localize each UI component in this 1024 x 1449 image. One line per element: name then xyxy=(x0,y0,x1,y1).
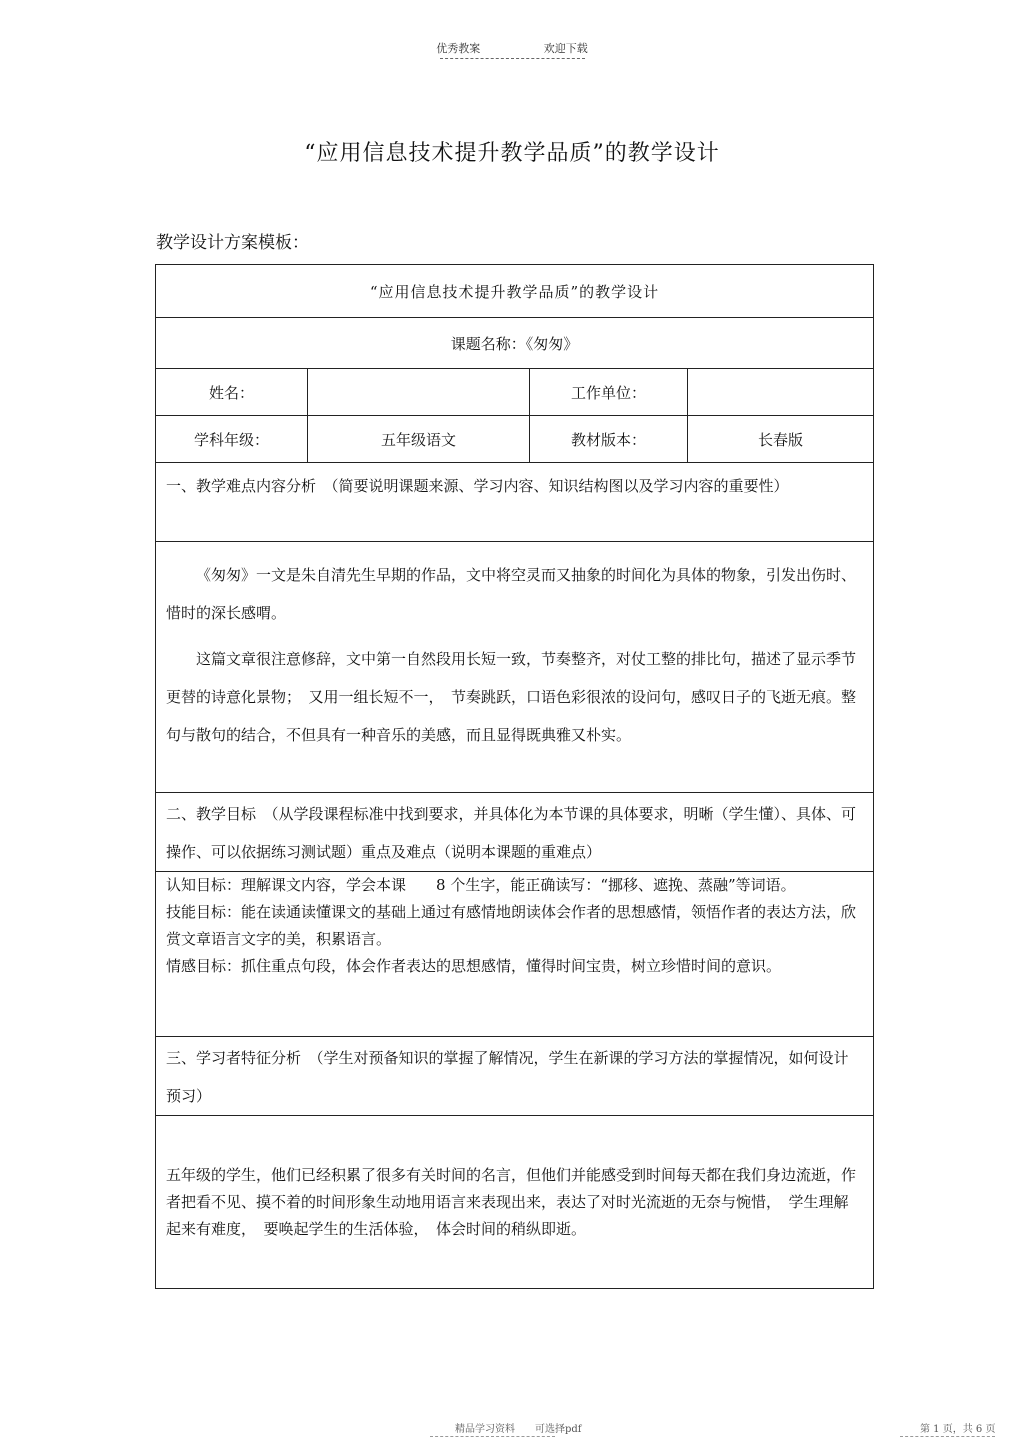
section1-paragraph-1: 《匆匆》一文是朱自清先生早期的作品，文中将空灵而又抽象的时间化为具体的物象，引发出伤时、惜时的深长感喟。 xyxy=(166,566,857,622)
template-subtitle: 教学设计方案模板： xyxy=(156,233,309,253)
goal-emotion: 情感目标：抓住重点句段，体会作者表达的思想感情，懂得时间宝贵，树立珍惜时间的意识。 xyxy=(166,957,782,975)
section2-content-row xyxy=(156,872,874,1037)
name-row xyxy=(156,369,874,416)
section1-heading-row xyxy=(156,463,874,542)
document-title: “应用信息技术提升教学品质”的教学设计 xyxy=(304,141,720,166)
section1-heading: 一、教学难点内容分析 （简要说明课题来源、学习内容、知识结构图以及学习内容的重要性） xyxy=(156,463,874,542)
table-title-row xyxy=(156,265,874,318)
section3-content: 五年级的学生，他们已经积累了很多有关时间的名言，但他们并能感受到时间每天都在我们身边流逝，作者把看不见、摸不着的时间形象生动地用语言来表现出来，表达了对时光流逝的无奈与惋惜， 学生理解起来有难度， 要唤起学生的生活体验， 体会时间的稍纵即逝。 xyxy=(156,1116,874,1289)
grade-value: 五年级语文 xyxy=(308,416,530,463)
page-header xyxy=(0,40,1024,56)
header-left: 优秀教案 xyxy=(436,42,481,55)
grade-row xyxy=(156,416,874,463)
goal-cognitive: 认知目标：理解课文内容，学会本课 8 个生字，能正确读写：“挪移、遮挽、蒸融”等词语。 xyxy=(166,876,796,894)
edition-value: 长春版 xyxy=(688,416,874,463)
edition-label: 教材版本： xyxy=(530,416,688,463)
section2-heading-row xyxy=(156,793,874,872)
grade-label: 学科年级： xyxy=(156,416,308,463)
section3-heading: 三、学习者特征分析 （学生对预备知识的掌握了解情况，学生在新课的学习方法的掌握情况，如何设计预习） xyxy=(156,1037,874,1116)
topic-name: 课题名称：《匆匆》 xyxy=(156,318,874,369)
section3-content-row xyxy=(156,1116,874,1289)
section1-content-row xyxy=(156,542,874,793)
section2-content xyxy=(156,872,874,1037)
unit-value xyxy=(688,369,874,416)
name-label: 姓名： xyxy=(156,369,308,416)
section3-heading-row xyxy=(156,1037,874,1116)
design-table xyxy=(155,264,874,1289)
footer-left: 精品学习资料 可选择pdf xyxy=(455,1424,582,1435)
section1-content xyxy=(156,542,874,793)
footer-divider-left xyxy=(430,1436,555,1437)
section2-heading: 二、教学目标 （从学段课程标准中找到要求，并具体化为本节课的具体要求，明晰（学生懂）、具体、可操作、可以依据练习测试题）重点及难点（说明本课题的重难点） xyxy=(156,793,874,872)
name-value xyxy=(308,369,530,416)
header-divider xyxy=(440,58,585,59)
section1-paragraph-2: 这篇文章很注意修辞，文中第一自然段用长短一致，节奏整齐，对仗工整的排比句，描述了显示季节更替的诗意化景物； 又用一组长短不一， 节奏跳跃，口语色彩很浓的设问句，感叹日子的飞逝无痕。整句与散句的结合，不但具有一种音乐的美感，而且显得既典雅又朴实。 xyxy=(166,650,857,744)
goal-skill: 技能目标：能在读通读懂课文的基础上通过有感情地朗读体会作者的思想感情，领悟作者的表达方法，欣赏文章语言文字的美，积累语言。 xyxy=(166,903,857,948)
header-right: 欢迎下载 xyxy=(543,42,588,55)
table-title: “应用信息技术提升教学品质”的教学设计 xyxy=(156,265,874,318)
unit-label: 工作单位： xyxy=(530,369,688,416)
topic-row xyxy=(156,318,874,369)
footer-right: 第 1 页，共 6 页 xyxy=(920,1424,996,1435)
footer-divider-right xyxy=(900,1436,995,1437)
